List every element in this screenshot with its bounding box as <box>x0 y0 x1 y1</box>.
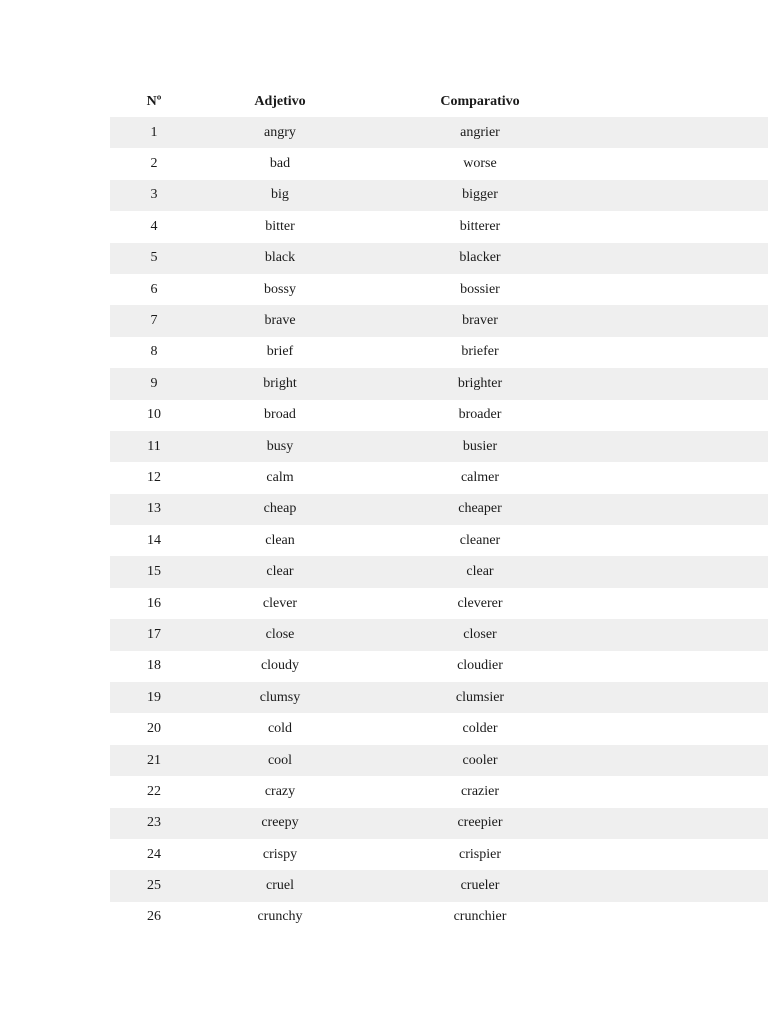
table-row <box>110 368 768 399</box>
row-adjective: broad <box>264 407 296 423</box>
table-row <box>110 337 768 368</box>
row-adjective: clever <box>262 595 298 611</box>
row-adjective: creepy <box>198 808 362 839</box>
row-adjective: angry <box>198 117 362 148</box>
row-number: 6 <box>150 281 158 297</box>
row-comparative: brighter <box>362 368 598 399</box>
row-number: 20 <box>147 721 161 737</box>
row-adjective: calm <box>266 469 294 485</box>
table-row <box>110 745 768 776</box>
row-number: 2 <box>150 156 158 172</box>
row-spacer <box>598 808 768 839</box>
row-comparative: cheaper <box>362 494 598 525</box>
row-adjective: bitter <box>265 218 295 234</box>
row-adjective: bad <box>269 156 291 172</box>
row-adjective: crunchy <box>257 909 303 925</box>
table-row <box>110 651 768 682</box>
row-spacer <box>598 651 768 682</box>
row-number: 17 <box>110 619 198 650</box>
row-comparative: crazier <box>460 783 500 799</box>
row-spacer <box>598 117 768 148</box>
header-adjective: Adjetivo <box>254 93 306 109</box>
row-comparative: broader <box>458 407 502 423</box>
row-number: 12 <box>147 469 161 485</box>
row-number: 14 <box>147 532 161 548</box>
row-comparative: angrier <box>362 117 598 148</box>
row-comparative: cooler <box>362 745 598 776</box>
row-adjective: bossy <box>264 281 296 297</box>
row-comparative: braver <box>362 305 598 336</box>
row-number: 22 <box>147 783 161 799</box>
row-comparative: bitterer <box>459 218 501 234</box>
row-number: 23 <box>110 808 198 839</box>
row-spacer <box>598 243 768 274</box>
row-spacer <box>598 525 768 556</box>
row-adjective: brief <box>266 344 294 360</box>
row-spacer <box>598 305 768 336</box>
row-adjective: cheap <box>198 494 362 525</box>
row-comparative: creepier <box>362 808 598 839</box>
row-comparative: busier <box>362 431 598 462</box>
row-comparative: bigger <box>362 180 598 211</box>
row-comparative: blacker <box>362 243 598 274</box>
row-comparative: colder <box>462 721 498 737</box>
table-row <box>110 808 768 839</box>
table-row <box>110 525 768 556</box>
table-row <box>110 462 768 493</box>
row-spacer <box>598 180 768 211</box>
table-row <box>110 494 768 525</box>
row-adjective: busy <box>198 431 362 462</box>
row-spacer <box>598 902 768 933</box>
header-comparative: Comparativo <box>440 93 520 109</box>
row-adjective: big <box>198 180 362 211</box>
row-number: 26 <box>147 909 161 925</box>
row-number: 4 <box>150 218 158 234</box>
row-comparative: cleverer <box>457 595 503 611</box>
row-comparative: cloudier <box>457 658 503 674</box>
row-spacer <box>598 776 768 807</box>
row-adjective: cloudy <box>260 658 300 674</box>
table-row <box>110 839 768 870</box>
row-adjective: black <box>198 243 362 274</box>
row-spacer <box>598 337 768 368</box>
row-comparative: worse <box>463 156 497 172</box>
row-number: 7 <box>110 305 198 336</box>
row-spacer <box>598 462 768 493</box>
row-number: 1 <box>110 117 198 148</box>
row-comparative: closer <box>362 619 598 650</box>
row-number: 21 <box>110 745 198 776</box>
row-adjective: crispy <box>262 846 298 862</box>
row-adjective: clear <box>198 556 362 587</box>
row-adjective: crazy <box>264 783 296 799</box>
table-row <box>110 902 768 933</box>
row-spacer <box>598 148 768 179</box>
row-number: 8 <box>150 344 158 360</box>
table-row <box>110 400 768 431</box>
row-comparative: bossier <box>460 281 500 297</box>
row-number: 11 <box>110 431 198 462</box>
table-row <box>110 870 768 901</box>
row-spacer <box>598 839 768 870</box>
row-number: 16 <box>147 595 161 611</box>
row-comparative: briefer <box>461 344 499 360</box>
table-row <box>110 776 768 807</box>
table-row <box>110 305 768 336</box>
table-row <box>110 556 768 587</box>
row-number: 5 <box>110 243 198 274</box>
row-adjective: cold <box>267 721 293 737</box>
comparatives-table <box>110 86 768 933</box>
row-number: 13 <box>110 494 198 525</box>
table-row <box>110 274 768 305</box>
row-number: 10 <box>147 407 161 423</box>
row-comparative: clear <box>362 556 598 587</box>
row-number: 24 <box>147 846 161 862</box>
row-adjective: close <box>198 619 362 650</box>
row-spacer <box>598 588 768 619</box>
row-comparative: clumsier <box>362 682 598 713</box>
row-spacer <box>598 745 768 776</box>
table-row <box>110 588 768 619</box>
header-number: Nº <box>146 93 162 109</box>
row-spacer <box>598 494 768 525</box>
header-row <box>110 86 768 117</box>
row-spacer <box>598 211 768 242</box>
row-spacer <box>598 400 768 431</box>
row-adjective: cruel <box>198 870 362 901</box>
row-spacer <box>598 870 768 901</box>
row-adjective: clean <box>265 532 295 548</box>
row-spacer <box>598 713 768 744</box>
table-row <box>110 243 768 274</box>
table-row <box>110 682 768 713</box>
row-adjective: bright <box>198 368 362 399</box>
row-number: 3 <box>110 180 198 211</box>
table-row <box>110 148 768 179</box>
row-comparative: crueler <box>362 870 598 901</box>
row-spacer <box>598 368 768 399</box>
row-spacer <box>598 556 768 587</box>
table-row <box>110 117 768 148</box>
row-number: 18 <box>147 658 161 674</box>
row-spacer <box>598 431 768 462</box>
row-number: 9 <box>110 368 198 399</box>
row-adjective: cool <box>198 745 362 776</box>
row-comparative: crispier <box>459 846 501 862</box>
row-number: 25 <box>110 870 198 901</box>
row-spacer <box>598 619 768 650</box>
table-body <box>110 117 768 933</box>
row-spacer <box>598 682 768 713</box>
table-row <box>110 180 768 211</box>
row-spacer <box>598 274 768 305</box>
row-comparative: calmer <box>460 469 500 485</box>
document-page <box>110 86 768 933</box>
table-row <box>110 431 768 462</box>
table-row <box>110 619 768 650</box>
table-row <box>110 713 768 744</box>
row-adjective: brave <box>198 305 362 336</box>
row-number: 19 <box>110 682 198 713</box>
table-row <box>110 211 768 242</box>
row-comparative: crunchier <box>453 909 507 925</box>
row-adjective: clumsy <box>198 682 362 713</box>
row-comparative: cleaner <box>459 532 501 548</box>
header-spacer <box>598 86 768 117</box>
row-number: 15 <box>110 556 198 587</box>
table-header <box>110 86 768 117</box>
